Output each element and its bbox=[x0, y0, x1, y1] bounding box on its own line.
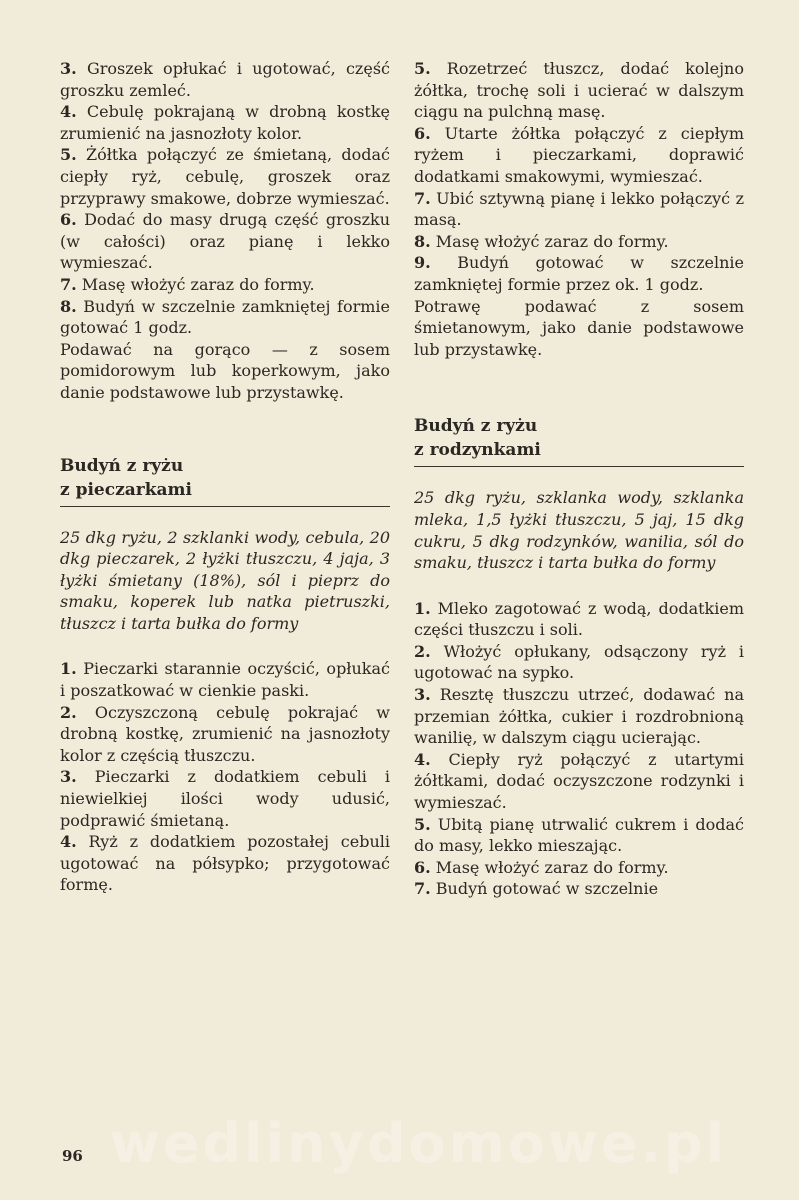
recipe-title bbox=[60, 454, 390, 502]
ingredients: 25 dkg ryżu, szklanka wody, szklanka mleka, 1,5 łyżki tłuszczu, 5 jaj, 15 dkg cukru, 5 dkg rodzynków, wanilia, sól do smaku, tłuszcz i tarta bułka do formy bbox=[414, 488, 744, 573]
step-number: 6. bbox=[414, 123, 431, 143]
step-text: Masę włożyć zaraz do formy. bbox=[435, 231, 669, 251]
step-text: Budyń gotować w szczelnie bbox=[435, 879, 659, 899]
step-number: 2. bbox=[414, 641, 431, 661]
step-text: Budyń gotować w szczelnie zamkniętej formie przez ok. 1 godz. bbox=[414, 253, 744, 294]
recipe-title-line2: z rodzynkami bbox=[414, 440, 541, 461]
step-text: Resztę tłuszczu utrzeć, dodawać na przemian żółtka, cukier i rozdrobnioną wanilię, w dalszym ciągu ucierając. bbox=[414, 685, 744, 748]
recipe-title-line1: Budyń z ryżu bbox=[414, 416, 538, 437]
step bbox=[414, 814, 744, 857]
step-number: 8. bbox=[60, 296, 77, 316]
step-number: 1. bbox=[414, 598, 431, 618]
step bbox=[414, 58, 744, 123]
step bbox=[414, 123, 744, 188]
step-number: 5. bbox=[414, 59, 431, 78]
recipe-block bbox=[414, 414, 744, 900]
right-column bbox=[414, 58, 744, 900]
step-number: 4. bbox=[60, 102, 77, 122]
step-text: Groszek opłukać i ugotować, część groszku zemleć. bbox=[60, 59, 390, 100]
steps-continued bbox=[60, 58, 390, 404]
step bbox=[60, 58, 390, 101]
step-text: Ubić sztywną pianę i lekko połączyć z masą. bbox=[414, 188, 744, 230]
serving-note: Podawać na gorąco — z sosem pomidorowym lub koperkowym, jako danie podstawowe lub przystawkę. bbox=[60, 339, 390, 402]
step bbox=[414, 252, 744, 295]
step bbox=[60, 658, 390, 701]
step bbox=[60, 296, 390, 339]
step-number: 7. bbox=[60, 274, 77, 294]
recipe-title-line1: Budyń z ryżu bbox=[60, 455, 184, 476]
step bbox=[414, 749, 744, 814]
step-number: 3. bbox=[414, 685, 431, 705]
step-text: Pieczarki z dodatkiem cebuli i niewielkiej ilości wody udusić, podprawić śmietaną. bbox=[60, 767, 390, 830]
step-text: Dodać do masy drugą część groszku (w całości) oraz pianę i lekko wymieszać. bbox=[60, 210, 391, 273]
step bbox=[414, 231, 744, 253]
step bbox=[414, 188, 744, 231]
serving-note: Potrawę podawać z sosem śmietanowym, jako danie podstawowe lub przystawkę. bbox=[414, 296, 744, 359]
step-number: 6. bbox=[414, 857, 431, 877]
step-text: Rozetrzeć tłuszcz, dodać kolejno żółtka, trochę soli i ucierać w dalszym ciągu na pulchną masę. bbox=[414, 59, 744, 122]
step-number: 7. bbox=[414, 188, 431, 208]
step bbox=[60, 274, 390, 296]
watermark: wedlinydomowe.pl bbox=[110, 1112, 728, 1175]
step-number: 9. bbox=[414, 253, 431, 273]
step-number: 4. bbox=[414, 749, 431, 769]
step-text: Żółtka połączyć ze śmietaną, dodać ciepły ryż, cebulę, groszek oraz przyprawy smakowe, dobrze wymieszać. bbox=[60, 145, 390, 208]
step-text: Ciepły ryż połączyć z utartymi żółtkami, dodać oczyszczone rodzynki i wymieszać. bbox=[414, 749, 745, 813]
step bbox=[60, 101, 390, 144]
step-text: Budyń w szczelnie zamkniętej formie gotować 1 godz. bbox=[60, 296, 390, 338]
title-divider bbox=[414, 466, 744, 467]
ingredients: 25 dkg ryżu, 2 szklanki wody, cebula, 20 dkg pieczarek, 2 łyżki tłuszczu, 4 jaja, 3 łyżki śmietany (18%), sól i pieprz do smaku, koperek lub natka pietruszki, tłuszcz i tarta bułka do formy bbox=[60, 527, 390, 633]
left-column bbox=[60, 58, 390, 896]
step bbox=[414, 598, 744, 641]
step-number: 2. bbox=[60, 702, 77, 722]
step-number: 5. bbox=[414, 814, 431, 834]
recipe-block bbox=[60, 454, 390, 897]
recipe-steps bbox=[414, 598, 744, 900]
page-number: 96 bbox=[62, 1147, 83, 1165]
title-divider bbox=[60, 506, 390, 507]
step-text: Masę włożyć zaraz do formy. bbox=[435, 857, 669, 877]
step-number: 1. bbox=[60, 659, 77, 679]
step bbox=[60, 766, 390, 831]
recipe-title-line2: z pieczarkami bbox=[60, 479, 192, 500]
step-text: Utarte żółtka połączyć z ciepłym ryżem i pieczarkami, doprawić dodatkami smakowymi, wymieszać. bbox=[414, 123, 744, 186]
recipe-steps bbox=[60, 658, 390, 896]
steps-continued bbox=[414, 58, 744, 360]
step bbox=[60, 831, 390, 896]
step-number: 3. bbox=[60, 767, 77, 787]
recipe-title bbox=[414, 414, 744, 462]
step-number: 6. bbox=[60, 210, 77, 230]
step bbox=[60, 209, 390, 274]
step-number: 7. bbox=[414, 879, 431, 899]
step bbox=[60, 702, 390, 767]
step bbox=[414, 684, 744, 749]
step-text: Masę włożyć zaraz do formy. bbox=[81, 274, 315, 294]
step-text: Ubitą pianę utrwalić cukrem i dodać do masy, lekko mieszając. bbox=[414, 814, 744, 856]
step-text: Mleko zagotować z wodą, dodatkiem części tłuszczu i soli. bbox=[414, 598, 744, 640]
step-number: 4. bbox=[60, 832, 77, 852]
step bbox=[414, 641, 744, 684]
step-text: Włożyć opłukany, odsączony ryż i ugotować na sypko. bbox=[414, 641, 745, 683]
step bbox=[414, 857, 744, 879]
step-text: Ryż z dodatkiem pozostałej cebuli ugotować na półsypko; przygotować formę. bbox=[60, 832, 390, 895]
step-number: 5. bbox=[60, 145, 77, 165]
step bbox=[60, 144, 390, 209]
step-text: Oczyszczoną cebulę pokrajać w drobną kostkę, zrumienić na jasnozłoty kolor z częścią tłuszczu. bbox=[60, 702, 390, 765]
step-number: 3. bbox=[60, 59, 77, 78]
step-text: Pieczarki starannie oczyścić, opłukać i poszatkować w cienkie paski. bbox=[60, 659, 390, 701]
step bbox=[414, 878, 744, 900]
step-number: 8. bbox=[414, 231, 431, 251]
step-text: Cebulę pokrajaną w drobną kostkę zrumienić na jasnozłoty kolor. bbox=[60, 102, 390, 143]
